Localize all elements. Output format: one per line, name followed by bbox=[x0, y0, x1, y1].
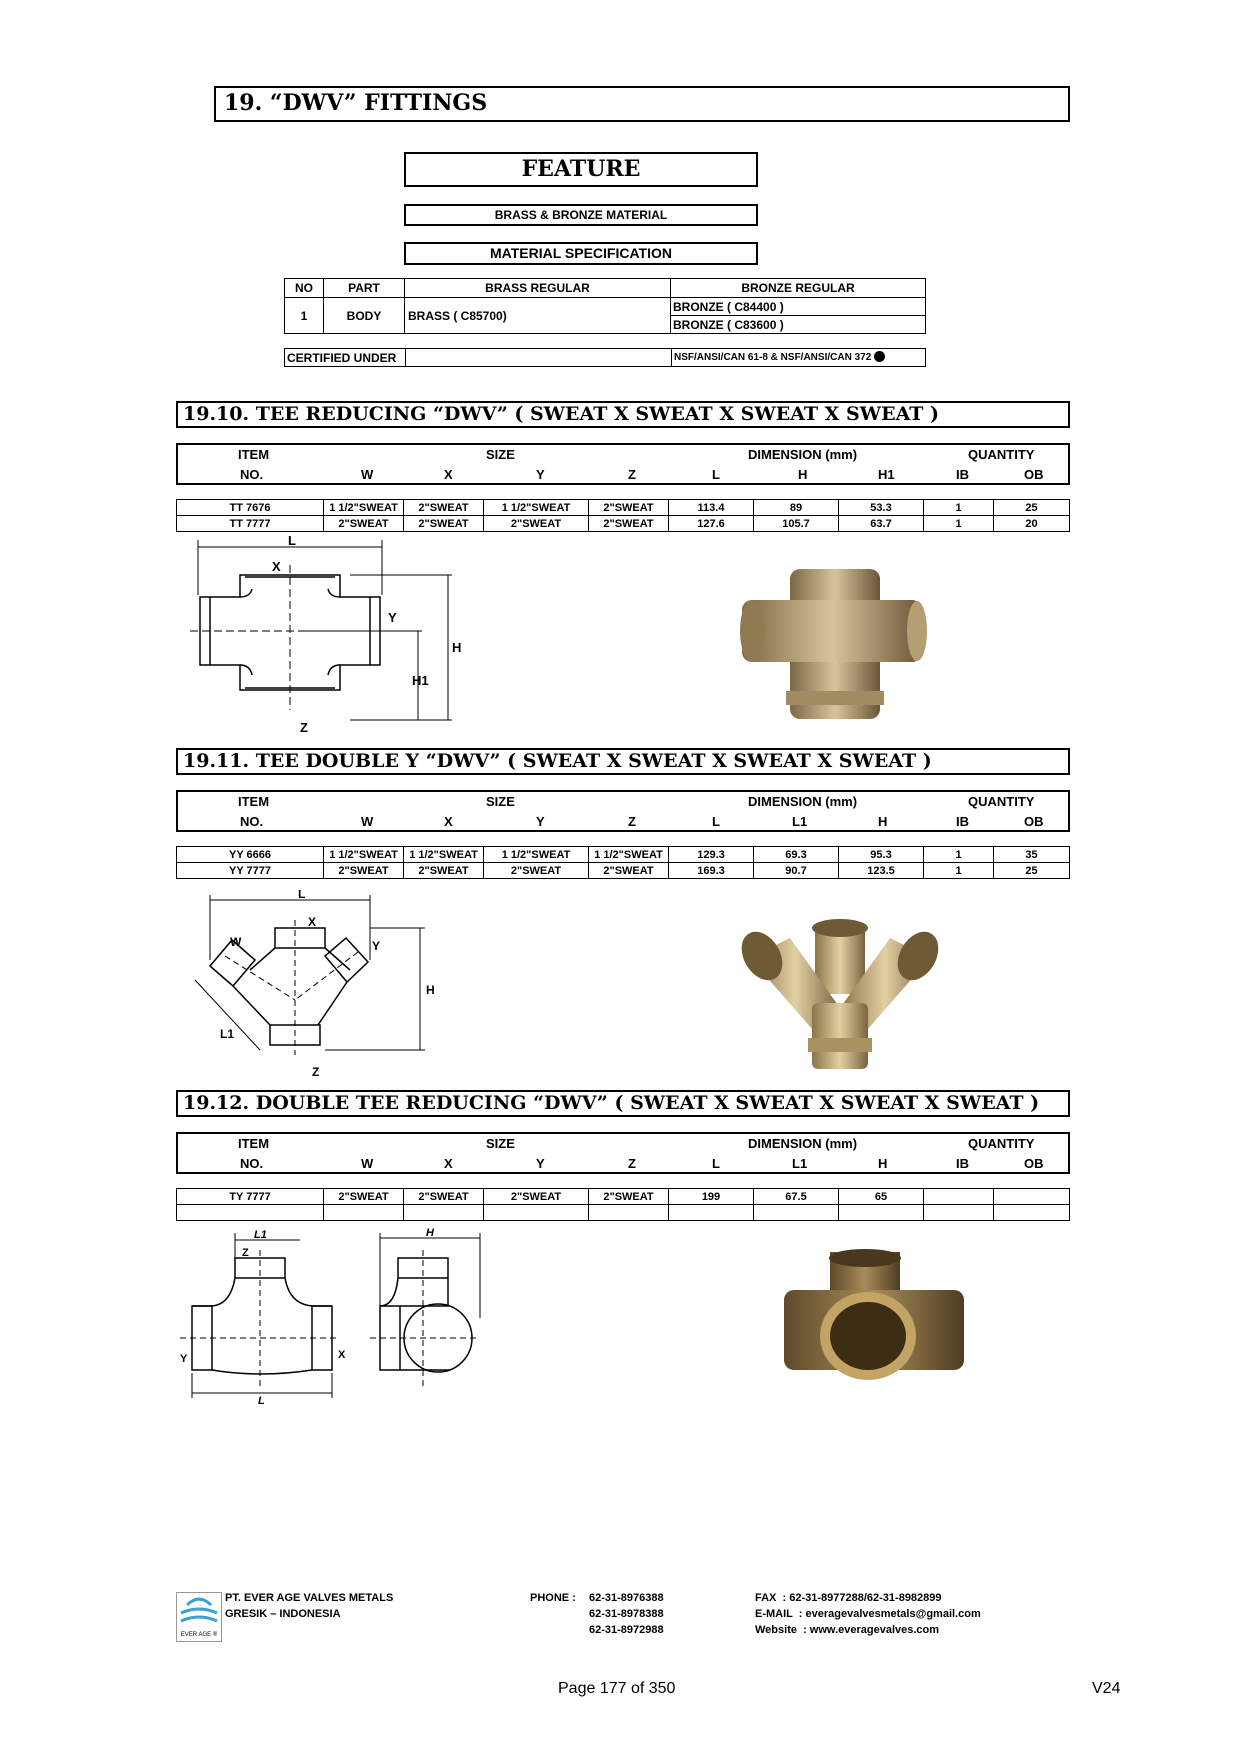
header-dim-2: H1 bbox=[878, 467, 895, 482]
dim-label-y: Y bbox=[372, 939, 381, 953]
cell-item: TY 7777 bbox=[177, 1189, 324, 1205]
double-tee-reducing-diagram bbox=[180, 1228, 500, 1408]
header-ib: IB bbox=[956, 814, 969, 829]
feature-title-box bbox=[404, 152, 758, 187]
section-title-box-1 bbox=[176, 401, 1070, 428]
dim-label-w: W bbox=[230, 935, 242, 949]
certification-mark-icon bbox=[874, 351, 885, 362]
data-table-3 bbox=[176, 1188, 1070, 1221]
header-dim-2: H bbox=[878, 814, 888, 829]
cell-item: TT 7777 bbox=[177, 516, 324, 532]
dim-label-l1: L1 bbox=[254, 1229, 267, 1241]
header-quantity: QUANTITY bbox=[968, 1136, 1035, 1151]
header-x: X bbox=[444, 467, 453, 482]
phone-label: PHONE : bbox=[530, 1592, 576, 1604]
cell-item: YY 7777 bbox=[177, 863, 324, 879]
cell-dim-1: 90.7 bbox=[754, 863, 839, 879]
header-ib: IB bbox=[956, 467, 969, 482]
spec-brass: BRASS ( C85700) bbox=[405, 298, 671, 334]
cell-w: 1 1/2"SWEAT bbox=[324, 500, 404, 516]
feature-title: FEATURE bbox=[521, 156, 641, 182]
header-quantity: QUANTITY bbox=[968, 447, 1035, 462]
table-row bbox=[177, 500, 1070, 516]
dim-label-h: H bbox=[426, 1228, 434, 1239]
header-l: L bbox=[712, 467, 720, 482]
header-x: X bbox=[444, 814, 453, 829]
section-title: 19.10. TEE REDUCING “DWV” ( SWEAT X SWEAT X SWEAT X SWEAT ) bbox=[183, 403, 940, 425]
spec-title: MATERIAL SPECIFICATION bbox=[490, 245, 672, 261]
tee-reducing-diagram bbox=[190, 535, 470, 745]
tee-double-y-photo bbox=[720, 918, 960, 1078]
company-logo bbox=[176, 1592, 222, 1642]
section-title-box-2 bbox=[176, 748, 1070, 775]
cell-l: 127.6 bbox=[669, 516, 754, 532]
header-ob: OB bbox=[1024, 1156, 1044, 1171]
header-quantity: QUANTITY bbox=[968, 794, 1035, 809]
header-ob: OB bbox=[1024, 467, 1044, 482]
header-no: NO. bbox=[240, 814, 264, 829]
cell-y: 2"SWEAT bbox=[484, 1189, 589, 1205]
data-table-2 bbox=[176, 846, 1070, 879]
header-size: SIZE bbox=[486, 1136, 515, 1151]
data-table-1 bbox=[176, 499, 1070, 532]
header-w: W bbox=[361, 1156, 374, 1171]
certified-table bbox=[284, 348, 926, 367]
header-z: Z bbox=[628, 814, 636, 829]
cell-l bbox=[669, 1205, 754, 1221]
cell-ib: 1 bbox=[924, 500, 994, 516]
header-no: NO. bbox=[240, 467, 264, 482]
cell-l: 199 bbox=[669, 1189, 754, 1205]
section-title-box-3 bbox=[176, 1090, 1070, 1117]
dim-label-z: Z bbox=[312, 1065, 320, 1079]
cell-ob bbox=[994, 1205, 1070, 1221]
header-dimension: DIMENSION (mm) bbox=[748, 1136, 858, 1151]
dim-label-y: Y bbox=[180, 1353, 188, 1365]
cell-dim-2: 53.3 bbox=[839, 500, 924, 516]
column-header-box-2 bbox=[176, 790, 1070, 832]
material-line: BRASS & BRONZE MATERIAL bbox=[494, 208, 668, 222]
cell-x: 2"SWEAT bbox=[404, 500, 484, 516]
cell-w: 2"SWEAT bbox=[324, 863, 404, 879]
cell-y bbox=[484, 1205, 589, 1221]
header-w: W bbox=[361, 814, 374, 829]
cell-w bbox=[324, 1205, 404, 1221]
spec-header-no: NO bbox=[285, 279, 324, 298]
website-link[interactable]: Website : www.everagevalves.com bbox=[755, 1624, 940, 1636]
material-line-box bbox=[404, 204, 758, 226]
dim-label-l1: L1 bbox=[220, 1027, 235, 1041]
column-header-box-1 bbox=[176, 443, 1070, 485]
certified-cell bbox=[672, 349, 926, 367]
cell-dim-2 bbox=[839, 1205, 924, 1221]
header-item: ITEM bbox=[238, 447, 270, 462]
cell-x: 2"SWEAT bbox=[404, 863, 484, 879]
header-w: W bbox=[361, 467, 374, 482]
logo-waves-icon bbox=[177, 1593, 221, 1629]
main-title: 19. “DWV” FITTINGS bbox=[224, 90, 488, 116]
header-dim-1: H bbox=[798, 467, 808, 482]
cell-w: 1 1/2"SWEAT bbox=[324, 847, 404, 863]
page-number: Page 177 of 350 bbox=[558, 1680, 676, 1697]
cell-x bbox=[404, 1205, 484, 1221]
cell-y: 1 1/2"SWEAT bbox=[484, 500, 589, 516]
dim-label-x: X bbox=[308, 915, 317, 929]
table-row bbox=[177, 516, 1070, 532]
dim-label-z: Z bbox=[300, 720, 308, 735]
double-tee-reducing-photo bbox=[780, 1248, 970, 1388]
cell-ib bbox=[924, 1205, 994, 1221]
company-location: GRESIK – INDONESIA bbox=[225, 1608, 341, 1620]
cell-w: 2"SWEAT bbox=[324, 516, 404, 532]
cell-ob: 35 bbox=[994, 847, 1070, 863]
cell-ib: 1 bbox=[924, 516, 994, 532]
header-z: Z bbox=[628, 1156, 636, 1171]
cell-item: YY 6666 bbox=[177, 847, 324, 863]
cell-l: 169.3 bbox=[669, 863, 754, 879]
header-l: L bbox=[712, 1156, 720, 1171]
dim-label-h: H bbox=[452, 640, 462, 655]
cell-ib: 1 bbox=[924, 863, 994, 879]
header-x: X bbox=[444, 1156, 453, 1171]
header-y: Y bbox=[536, 814, 545, 829]
cell-dim-2: 63.7 bbox=[839, 516, 924, 532]
dim-label-l: L bbox=[298, 890, 306, 901]
dim-label-x: X bbox=[338, 1349, 346, 1361]
cell-y: 1 1/2"SWEAT bbox=[484, 847, 589, 863]
cell-ob bbox=[994, 1189, 1070, 1205]
phone-2: 62-31-8978388 bbox=[589, 1608, 664, 1620]
cell-dim-1 bbox=[754, 1205, 839, 1221]
certified-label: CERTIFIED UNDER bbox=[285, 349, 406, 367]
cell-dim-2: 123.5 bbox=[839, 863, 924, 879]
dim-label-x: X bbox=[272, 559, 281, 574]
header-y: Y bbox=[536, 467, 545, 482]
cell-z bbox=[589, 1205, 669, 1221]
cell-z: 2"SWEAT bbox=[589, 1189, 669, 1205]
table-row bbox=[177, 1205, 1070, 1221]
cell-z: 1 1/2"SWEAT bbox=[589, 847, 669, 863]
cell-z: 2"SWEAT bbox=[589, 500, 669, 516]
spec-part: BODY bbox=[324, 298, 405, 334]
cell-ob: 25 bbox=[994, 863, 1070, 879]
cell-x: 2"SWEAT bbox=[404, 1189, 484, 1205]
phone-3: 62-31-8972988 bbox=[589, 1624, 664, 1636]
dim-label-z: Z bbox=[242, 1247, 249, 1259]
section-title: 19.12. DOUBLE TEE REDUCING “DWV” ( SWEAT X SWEAT X SWEAT X SWEAT ) bbox=[183, 1092, 1040, 1114]
table-row bbox=[177, 847, 1070, 863]
cell-l: 113.4 bbox=[669, 500, 754, 516]
header-size: SIZE bbox=[486, 794, 515, 809]
cell-z: 2"SWEAT bbox=[589, 863, 669, 879]
version-label: V24 bbox=[1092, 1680, 1121, 1697]
cell-item: TT 7676 bbox=[177, 500, 324, 516]
fax: FAX : 62-31-8977288/62-31-8982899 bbox=[755, 1592, 942, 1604]
spec-bronze-2: BRONZE ( C83600 ) bbox=[671, 316, 926, 334]
header-dim-1: L1 bbox=[792, 814, 808, 829]
header-dimension: DIMENSION (mm) bbox=[748, 794, 858, 809]
cell-x: 1 1/2"SWEAT bbox=[404, 847, 484, 863]
cell-ob: 20 bbox=[994, 516, 1070, 532]
dim-label-l: L bbox=[258, 1395, 265, 1407]
cell-dim-1: 67.5 bbox=[754, 1189, 839, 1205]
cell-ib: 1 bbox=[924, 847, 994, 863]
spec-header-part: PART bbox=[324, 279, 405, 298]
spec-title-box bbox=[404, 242, 758, 265]
spec-no: 1 bbox=[285, 298, 324, 334]
cell-dim-2: 95.3 bbox=[839, 847, 924, 863]
dim-label-h: H bbox=[426, 983, 435, 997]
cell-y: 2"SWEAT bbox=[484, 516, 589, 532]
header-item: ITEM bbox=[238, 794, 270, 809]
spec-bronze-1: BRONZE ( C84400 ) bbox=[671, 298, 926, 316]
spec-header-bronze: BRONZE REGULAR bbox=[671, 279, 926, 298]
tee-double-y-diagram bbox=[190, 890, 450, 1080]
dim-label-h1: H1 bbox=[412, 673, 429, 688]
email-link[interactable]: E-MAIL : everagevalvesmetals@gmail.com bbox=[755, 1608, 981, 1620]
cell-z: 2"SWEAT bbox=[589, 516, 669, 532]
header-y: Y bbox=[536, 1156, 545, 1171]
material-spec-table bbox=[284, 278, 926, 334]
spec-header-brass: BRASS REGULAR bbox=[405, 279, 671, 298]
cell-x: 2"SWEAT bbox=[404, 516, 484, 532]
dim-label-l: L bbox=[288, 535, 296, 548]
header-no: NO. bbox=[240, 1156, 264, 1171]
logo-text: EVER AGE ® bbox=[180, 1632, 218, 1638]
cell-dim-1: 105.7 bbox=[754, 516, 839, 532]
header-size: SIZE bbox=[486, 447, 515, 462]
table-row bbox=[177, 863, 1070, 879]
header-dimension: DIMENSION (mm) bbox=[748, 447, 858, 462]
header-dim-1: L1 bbox=[792, 1156, 808, 1171]
tee-reducing-photo bbox=[730, 565, 940, 725]
cell-ob: 25 bbox=[994, 500, 1070, 516]
header-z: Z bbox=[628, 467, 636, 482]
cell-dim-1: 89 bbox=[754, 500, 839, 516]
dim-label-y: Y bbox=[388, 610, 397, 625]
section-title: 19.11. TEE DOUBLE Y “DWV” ( SWEAT X SWEAT X SWEAT X SWEAT ) bbox=[183, 750, 932, 772]
header-item: ITEM bbox=[238, 1136, 270, 1151]
cell-item bbox=[177, 1205, 324, 1221]
cell-l: 129.3 bbox=[669, 847, 754, 863]
cell-ib bbox=[924, 1189, 994, 1205]
header-dim-2: H bbox=[878, 1156, 888, 1171]
header-ib: IB bbox=[956, 1156, 969, 1171]
cell-w: 2"SWEAT bbox=[324, 1189, 404, 1205]
cell-dim-2: 65 bbox=[839, 1189, 924, 1205]
header-ob: OB bbox=[1024, 814, 1044, 829]
header-l: L bbox=[712, 814, 720, 829]
cell-dim-1: 69.3 bbox=[754, 847, 839, 863]
certified-value: NSF/ANSI/CAN 61-8 & NSF/ANSI/CAN 372 bbox=[674, 351, 872, 363]
cell-y: 2"SWEAT bbox=[484, 863, 589, 879]
main-title-box bbox=[214, 86, 1070, 122]
column-header-box-3 bbox=[176, 1132, 1070, 1174]
phone-1: 62-31-8976388 bbox=[589, 1592, 664, 1604]
company-name: PT. EVER AGE VALVES METALS bbox=[225, 1592, 394, 1604]
table-row bbox=[177, 1189, 1070, 1205]
